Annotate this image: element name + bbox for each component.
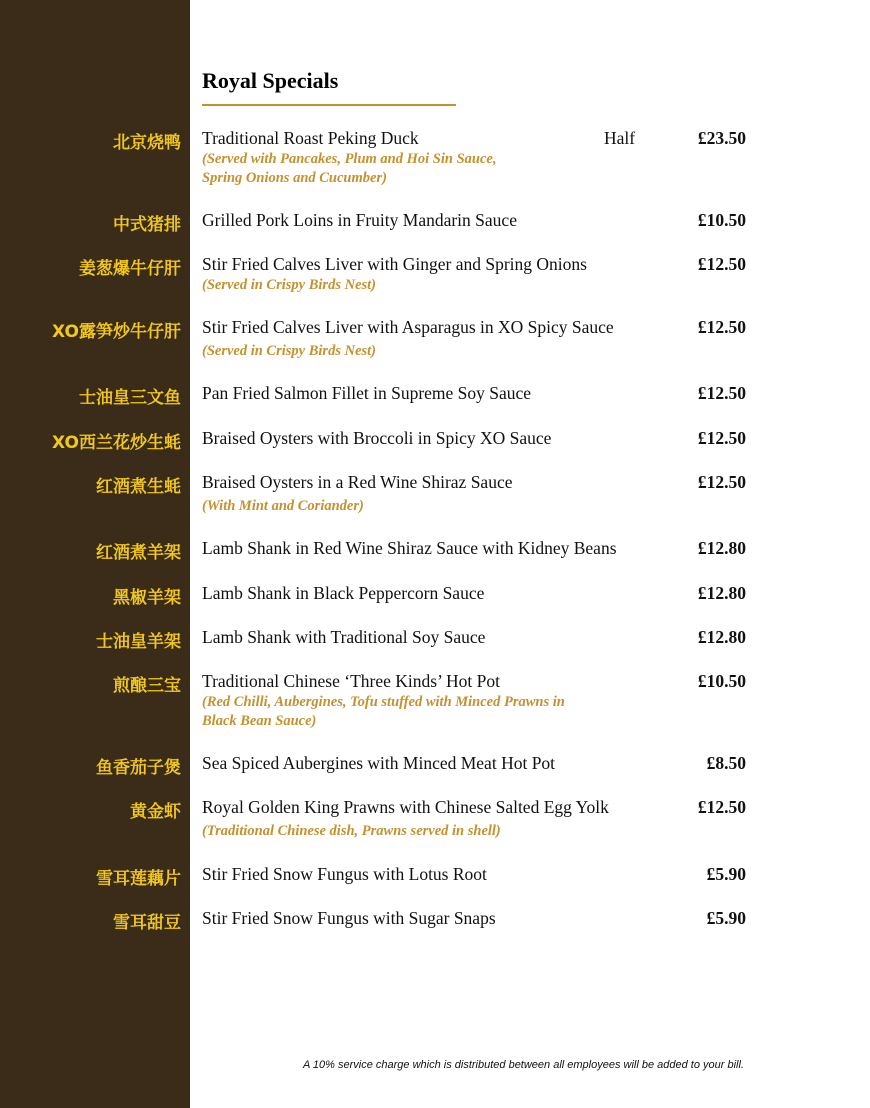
dish-portion: Half <box>604 128 636 148</box>
page-title: Royal Specials <box>202 68 339 93</box>
dish-english-name: Lamb Shank in Red Wine Shiraz Sauce with Kidney Beans <box>202 538 617 558</box>
dish-chinese-name: 中式猪排 <box>113 215 181 235</box>
dish-description: (Served in Crispy Birds Nest) <box>202 343 376 359</box>
dish-english-name: Grilled Pork Loins in Fruity Mandarin Sauce <box>202 210 517 230</box>
dish-price: £12.80 <box>697 627 746 647</box>
dish-english-name: Traditional Chinese ‘Three Kinds’ Hot Pot <box>202 671 500 691</box>
dish-price: £12.50 <box>697 797 746 817</box>
dish-description: (Served with Pancakes, Plum and Hoi Sin Sauce, <box>202 151 497 167</box>
dish-chinese-name: 黑椒羊架 <box>113 588 181 608</box>
dish-english-name: Stir Fried Snow Fungus with Sugar Snaps <box>202 908 496 928</box>
dish-chinese-name: 士油皇三文鱼 <box>79 388 181 408</box>
dish-english-name: Braised Oysters with Broccoli in Spicy XO Sauce <box>202 428 552 448</box>
dish-price: £5.90 <box>706 908 746 928</box>
dish-english-name: Lamb Shank with Traditional Soy Sauce <box>202 627 486 647</box>
dish-description: (With Mint and Coriander) <box>202 498 364 514</box>
dish-chinese-name: XO西兰花炒生蚝 <box>52 433 181 453</box>
dish-english-name: Stir Fried Calves Liver with Asparagus in XO Spicy Sauce <box>202 317 614 337</box>
dish-chinese-name: 红酒煮生蚝 <box>96 477 181 497</box>
dish-english-name: Lamb Shank in Black Peppercorn Sauce <box>202 583 485 603</box>
dish-chinese-name: 北京烧鸭 <box>113 133 181 153</box>
dish-chinese-name: XO露笋炒牛仔肝 <box>52 322 181 342</box>
dish-price: £8.50 <box>706 753 746 773</box>
dish-price: £5.90 <box>706 864 746 884</box>
dish-chinese-name: 姜葱爆牛仔肝 <box>79 259 181 279</box>
dish-description: (Red Chilli, Aubergines, Tofu stuffed with Minced Prawns in <box>202 694 565 710</box>
dish-english-name: Stir Fried Snow Fungus with Lotus Root <box>202 864 487 884</box>
dish-chinese-name: 黄金虾 <box>130 802 181 822</box>
dish-english-name: Royal Golden King Prawns with Chinese Salted Egg Yolk <box>202 797 609 817</box>
dish-description: (Traditional Chinese dish, Prawns served in shell) <box>202 823 501 839</box>
dish-price: £12.50 <box>697 472 746 492</box>
dish-chinese-name: 红酒煮羊架 <box>96 543 181 563</box>
dish-price: £12.50 <box>697 383 746 403</box>
dish-chinese-name: 煎酿三宝 <box>113 676 181 696</box>
dish-price: £12.50 <box>697 317 746 337</box>
dish-english-name: Traditional Roast Peking Duck <box>202 128 419 148</box>
dish-price: £10.50 <box>697 671 746 691</box>
dish-price: £12.50 <box>697 254 746 274</box>
dish-description: Spring Onions and Cucumber) <box>202 170 387 186</box>
dish-english-name: Pan Fried Salmon Fillet in Supreme Soy Sauce <box>202 383 532 403</box>
dish-price: £12.80 <box>697 583 746 603</box>
dish-price: £23.50 <box>697 128 746 148</box>
service-charge-note: A 10% service charge which is distributed between all employees will be added to your bill. <box>302 1059 744 1071</box>
dish-price: £10.50 <box>697 210 746 230</box>
title-underline <box>202 104 456 106</box>
dish-description: (Served in Crispy Birds Nest) <box>202 277 376 293</box>
dish-english-name: Sea Spiced Aubergines with Minced Meat Hot Pot <box>202 753 556 773</box>
dish-chinese-name: 雪耳莲藕片 <box>96 869 181 889</box>
dish-price: £12.80 <box>697 538 746 558</box>
dish-english-name: Stir Fried Calves Liver with Ginger and Spring Onions <box>202 254 587 274</box>
dish-chinese-name: 士油皇羊架 <box>96 632 181 652</box>
dish-price: £12.50 <box>697 428 746 448</box>
dish-description: Black Bean Sauce) <box>202 713 317 729</box>
dish-chinese-name: 雪耳甜豆 <box>113 913 181 933</box>
dish-chinese-name: 鱼香茄子煲 <box>96 758 181 778</box>
dish-english-name: Braised Oysters in a Red Wine Shiraz Sauce <box>202 472 513 492</box>
